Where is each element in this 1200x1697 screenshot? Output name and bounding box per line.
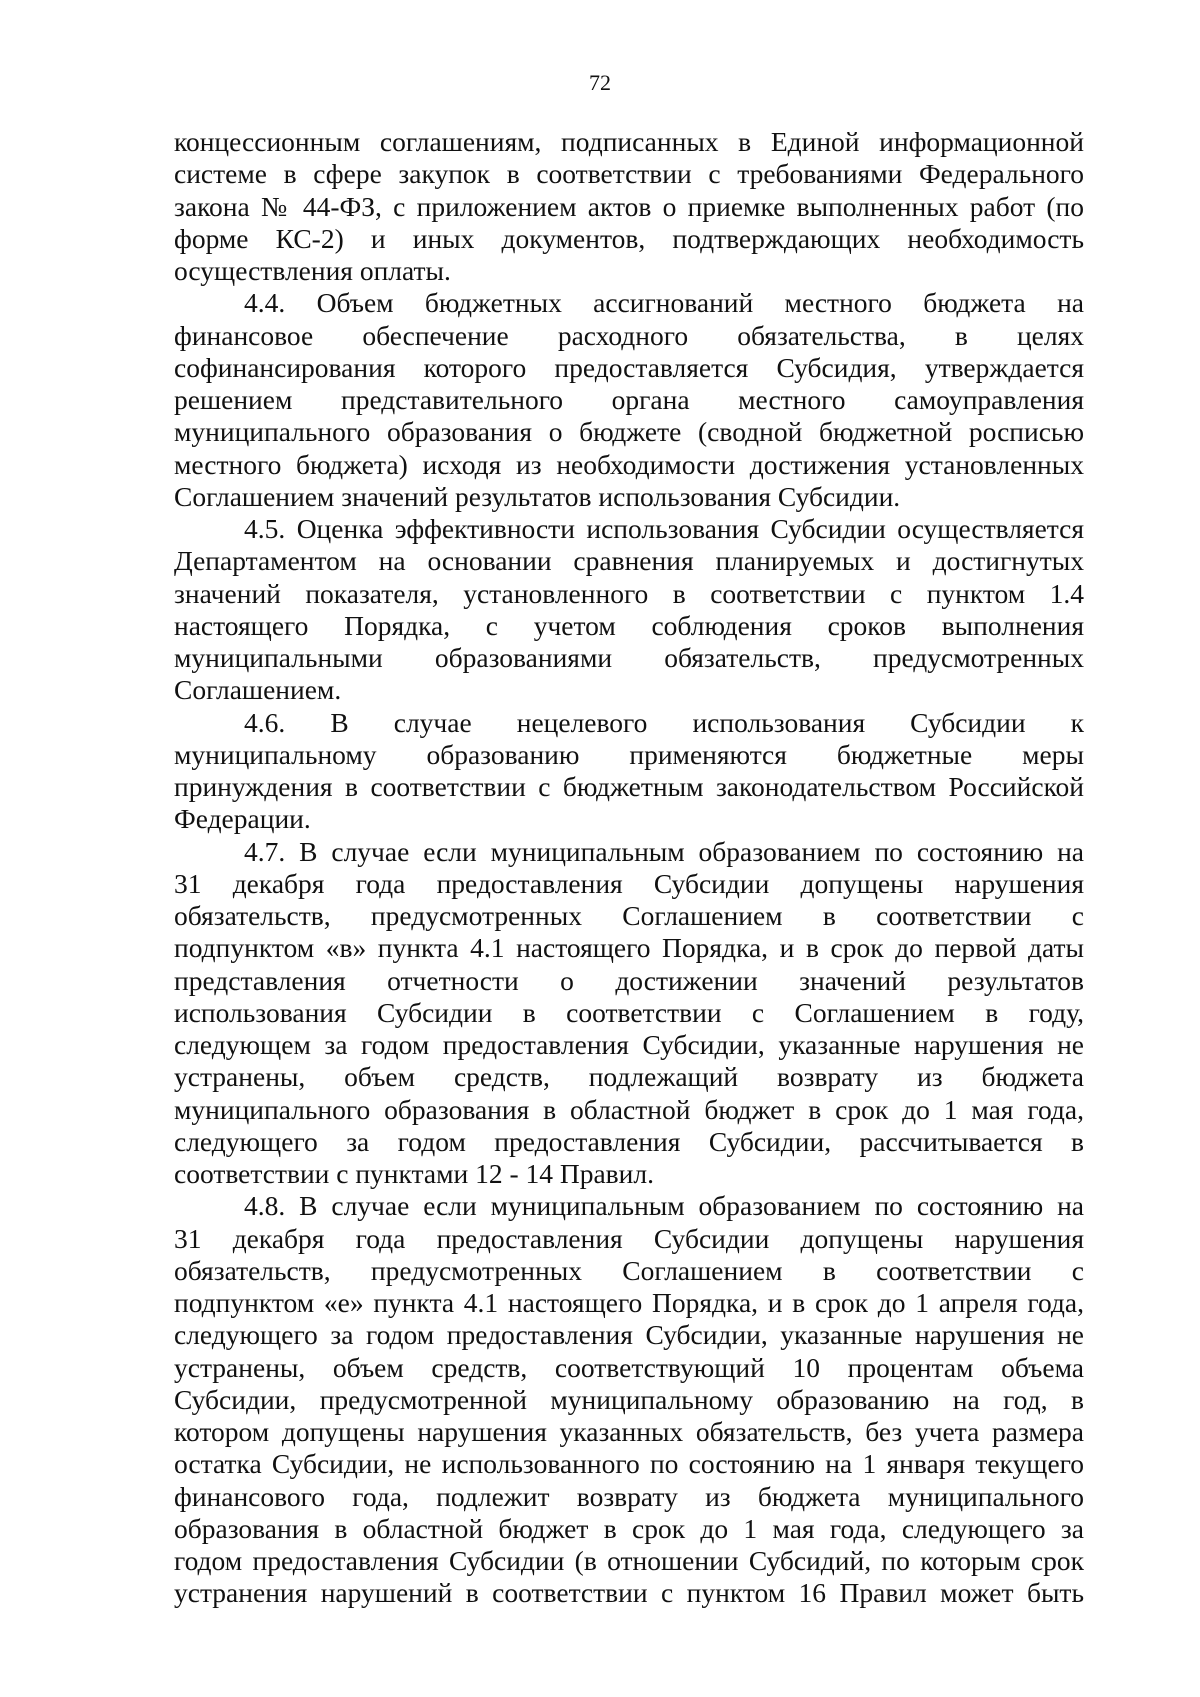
text-line: финансовое обеспечение расходного обязательства, в целях (174, 319, 1084, 351)
text-line: Федерации. (174, 803, 311, 835)
text-line: следующем за годом предоставления Субсидии, указанные нарушения не (174, 1029, 1084, 1060)
paragraph-4-6 (174, 707, 1084, 836)
text-line: значений показателя, установленного в соответствии с пунктом 1.4 (174, 577, 1084, 609)
text-line: осуществления оплаты. (174, 255, 451, 286)
text-line: Департаментом на основании сравнения планируемых и достигнутых (174, 545, 1084, 577)
text-line: 31 декабря года предоставления Субсидии допущены нарушения (174, 867, 1084, 899)
text-line: обязательств, предусмотренных Соглашением в соответствии с (174, 900, 1084, 931)
text-line: форме КС-2) и иных документов, подтверждающих необходимость (174, 222, 1084, 254)
text-line: подпунктом «в» пункта 4.1 настоящего Порядка, и в срок до первой даты (174, 932, 1084, 964)
text-line: годом предоставления Субсидии (в отношении Субсидий, по которым срок (174, 1545, 1084, 1576)
text-line: представления отчетности о достижении значений результатов (174, 964, 1084, 996)
text-line: котором допущены нарушения указанных обязательств, без учета размера (174, 1416, 1084, 1447)
text-line: решением представительного органа местного самоуправления (174, 384, 1084, 415)
text-line: муниципальными образованиями обязательств, предусмотренных (174, 642, 1084, 673)
text-line: обязательств, предусмотренных Соглашением в соответствии с (174, 1254, 1084, 1286)
text-line: 4.8. В случае если муниципальным образованием по состоянию на (244, 1190, 1084, 1222)
text-line: подпунктом «е» пункта 4.1 настоящего Порядка, и в срок до 1 апреля года, (174, 1287, 1084, 1318)
text-line: финансового года, подлежит возврату из бюджета муниципального (174, 1480, 1084, 1512)
text-line: соответствии с пунктами 12 - 14 Правил. (174, 1158, 654, 1189)
document-body (174, 126, 1084, 1610)
text-line: 4.4. Объем бюджетных ассигнований местного бюджета на (244, 287, 1084, 319)
text-line: Субсидии, предусмотренной муниципальному образованию на год, в (174, 1383, 1084, 1415)
text-line: принуждения в соответствии с бюджетным законодательством Российской (174, 771, 1084, 802)
text-line: системе в сфере закупок в соответствии с требованиями Федерального (174, 158, 1084, 190)
paragraph-4-4 (174, 287, 1084, 513)
text-line: муниципального образования в областной бюджет в срок до 1 мая года, (174, 1093, 1084, 1125)
text-line: концессионным соглашениям, подписанных в Единой информационной (174, 126, 1084, 157)
paragraph-4-5 (174, 513, 1084, 707)
paragraph-continuation (174, 126, 1084, 287)
text-line: закона № 44-ФЗ, с приложением актов о приемке выполненных работ (по (174, 190, 1084, 222)
text-line: 4.5. Оценка эффективности использования Субсидии осуществляется (244, 513, 1084, 544)
paragraph-4-7 (174, 836, 1084, 1191)
paragraph-4-8 (174, 1190, 1084, 1609)
text-line: настоящего Порядка, с учетом соблюдения сроков выполнения (174, 609, 1084, 641)
text-line: устранения нарушений в соответствии с пунктом 16 Правил может быть (174, 1577, 1084, 1609)
text-line: следующего за годом предоставления Субсидии, рассчитывается в (174, 1125, 1084, 1157)
text-line: местного бюджета) исходя из необходимости достижения установленных (174, 448, 1084, 480)
text-line: софинансирования которого предоставляется Субсидия, утверждается (174, 351, 1084, 383)
page-number: 72 (589, 70, 611, 95)
text-line: 31 декабря года предоставления Субсидии допущены нарушения (174, 1222, 1084, 1254)
text-line: устранены, объем средств, соответствующий 10 процентам объема (174, 1351, 1084, 1383)
text-line: Соглашением. (174, 674, 342, 706)
text-line: 4.7. В случае если муниципальным образованием по состоянию на (244, 835, 1084, 867)
text-line: образования в областной бюджет в срок до 1 мая года, следующего за (174, 1512, 1084, 1544)
text-line: остатка Субсидии, не использованного по состоянию на 1 января текущего (174, 1448, 1084, 1480)
text-line: использования Субсидии в соответствии с Соглашением в году, (174, 996, 1084, 1028)
text-line: следующего за годом предоставления Субсидии, указанные нарушения не (174, 1319, 1084, 1351)
text-line: Соглашением значений результатов использования Субсидии. (174, 480, 901, 512)
text-line: устранены, объем средств, подлежащий возврату из бюджета (174, 1061, 1084, 1093)
text-line: 4.6. В случае нецелевого использования Субсидии к (244, 706, 1084, 738)
text-line: муниципальному образованию применяются бюджетные меры (174, 738, 1084, 770)
text-line: муниципального образования о бюджете (сводной бюджетной росписью (174, 416, 1084, 448)
